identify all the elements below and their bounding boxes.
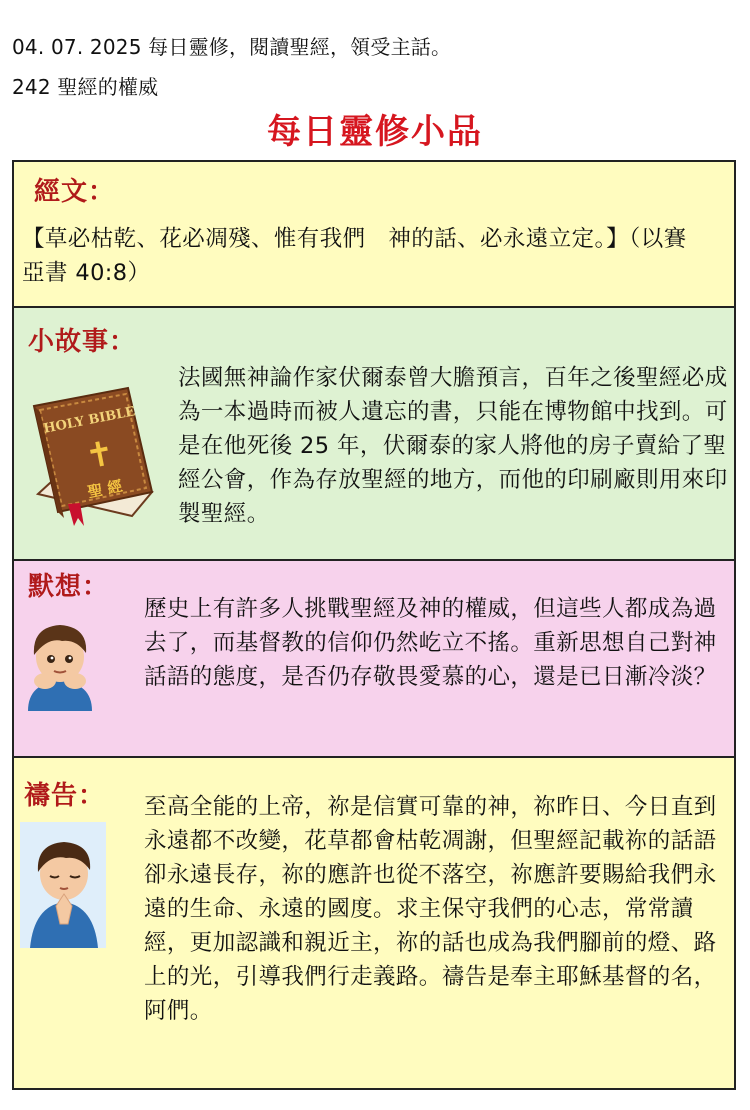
bible-cover-zh: 聖 經 [86,476,125,502]
scripture-text: 【草必枯乾、花必凋殘、惟有我們 神的話、必永遠立定。】（以賽亞書 40:8） [22,226,687,286]
main-title: 每日靈修小品 [267,112,483,152]
reflection-panel [12,559,736,757]
bible-cover-cross: ✝ [82,432,118,478]
holy-bible-icon [28,366,160,526]
thinking-boy-icon [20,611,100,711]
bible-cover-en: HOLY BIBLE [42,404,137,437]
scripture-panel [12,160,736,307]
praying-boy-icon [20,822,106,948]
story-text: 法國無神論作家伏爾泰曾大膽預言，百年之後聖經必成為一本過時而被人遺忘的書，只能在博物館中找到。可是在他死後 25 年，伏爾泰的家人將他的房子賣給了聖經公會，作為存放聖經的地方，而他的印刷廠則用來印製聖經。 [178,365,728,527]
devotion-number-title: 242 聖經的權威 [12,75,159,99]
prayer-panel [12,756,736,1090]
story-heading: 小故事： [28,327,137,357]
scripture-heading: 經文： [34,177,116,207]
prayer-text: 至高全能的上帝，祢是信實可靠的神，祢昨日、今日直到永遠都不改變，花草都會枯乾凋謝，但聖經記載祢的話語卻永遠長存，祢的應許也從不落空，祢應許要賜給我們永遠的生命、永遠的國度。求主保守我們的心志，常常讀經，更加認識和親近主，祢的話也成為我們腳前的燈、路上的光，引導我們行走義路。禱告是奉主耶穌基督的名，阿們。 [144,794,717,1024]
reflection-text: 歷史上有許多人挑戰聖經及神的權威，但這些人都成為過去了，而基督教的信仰仍然屹立不搖。重新思想自己對神話語的態度，是否仍存敬畏愛慕的心，還是已日漸冷淡？ [144,596,717,690]
date-line: 04. 07. 2025 每日靈修，閱讀聖經，領受主話。 [12,35,452,59]
prayer-heading: 禱告： [24,781,106,811]
story-panel [12,306,736,560]
reflection-heading: 默想： [28,572,110,602]
